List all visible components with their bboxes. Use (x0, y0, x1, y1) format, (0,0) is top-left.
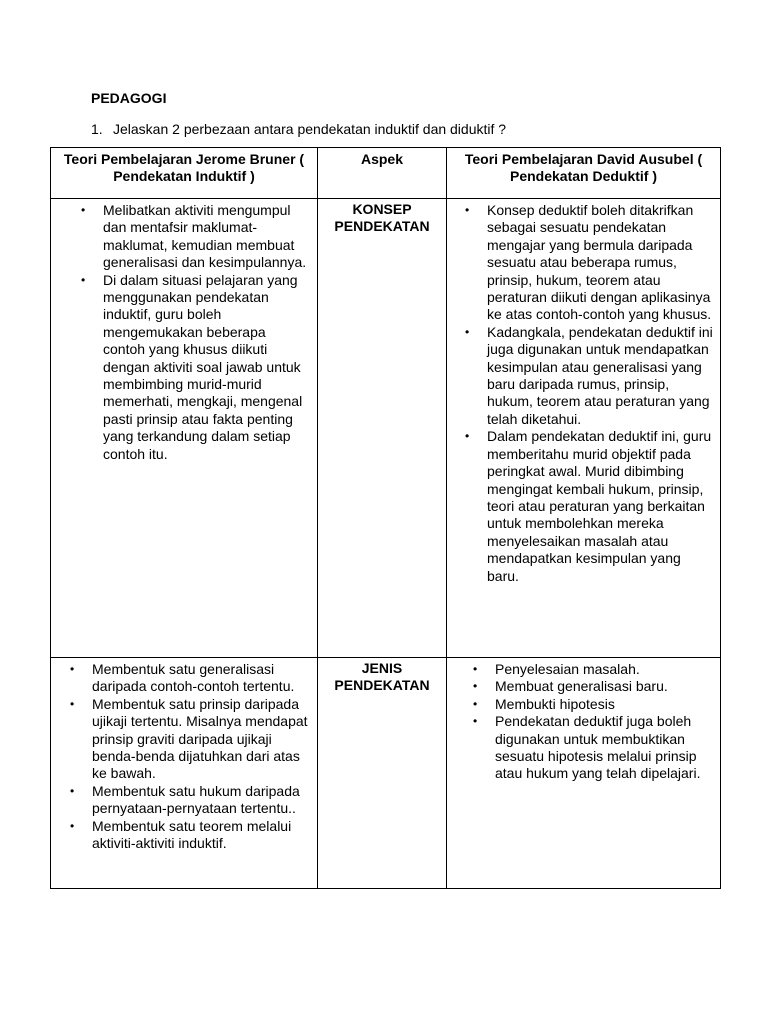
cell-aspect-konsep (318, 199, 447, 658)
bullet-icon: • (473, 696, 478, 711)
list-item (81, 202, 311, 272)
list-item (70, 782, 311, 818)
list-item (465, 202, 714, 324)
question-text: Jelaskan 2 perbezaan antara pendekatan induktif dan diduktif ? (113, 121, 507, 137)
list-item (70, 817, 311, 853)
list-item-text: Membukti hipotesis (495, 695, 615, 712)
list-item (465, 428, 714, 585)
list-item-text: Membentuk satu generalisasi daripada contoh-contoh tertentu. (92, 661, 295, 695)
list-item (473, 713, 714, 783)
list-item-text: Kadangkala, pendekatan deduktif ini juga digunakan untuk mendapatkan kesimpulan atau generalisasi yang baru daripada rumus, prinsip, hukum, teorem atau peraturan yang telah diketahui. (487, 323, 713, 427)
bullet-icon: • (70, 818, 75, 833)
table-row (51, 658, 721, 889)
bullet-list (447, 199, 720, 585)
bullet-icon: • (473, 714, 478, 729)
bullet-icon: • (70, 662, 75, 676)
bullet-icon: • (473, 662, 478, 676)
header-inductive (51, 148, 318, 199)
list-item (465, 323, 714, 428)
bullet-list (447, 658, 720, 783)
list-item (473, 661, 714, 678)
list-item-text: Melibatkan aktiviti mengumpul dan mentafsir maklumat-maklumat, kemudian membuat generalisasi dan kesimpulannya. (103, 202, 307, 271)
bullet-icon: • (473, 679, 478, 694)
bullet-icon: • (70, 696, 75, 711)
list-item-text: Di dalam situasi pelajaran yang menggunakan pendekatan induktif, guru boleh mengemukakan beberapa contoh yang khusus diikuti dengan aktiviti soal jawab untuk membimbing murid-murid memerhati, mengkaji, mengenal pasti prinsip atau fakta penting yang terkandung dalam setiap contoh itu. (103, 271, 303, 462)
cell-konsep-inductive (51, 199, 318, 658)
list-item-text: Membentuk satu teorem melalui aktiviti-aktiviti induktif. (92, 817, 292, 852)
question (91, 121, 506, 137)
bullet-icon: • (81, 272, 86, 287)
list-item-text: Pendekatan deduktif juga boleh digunakan untuk membuktikan sesuatu hipotesis melalui prinsip atau hukum yang telah dipelajari. (495, 713, 701, 782)
list-item (70, 661, 311, 696)
aspect-label: JENIS PENDEKATAN (334, 660, 430, 694)
bullet-icon: • (465, 429, 470, 444)
header-deductive-label: Teori Pembelajaran David Ausubel ( Pendekatan Deduktif ) (464, 151, 703, 185)
bullet-icon: • (70, 783, 75, 798)
cell-jenis-inductive (51, 658, 318, 889)
list-item (473, 695, 714, 713)
list-item-text: Penyelesaian masalah. (495, 661, 640, 677)
list-item-text: Konsep deduktif boleh ditakrifkan sebagai sesuatu pendekatan mengajar yang bermula daripada sesuatu atau beberapa rumus, prinsip, hukum, teorem atau peraturan diikuti dengan aplikasinya ke atas contoh-contoh yang khusus. (487, 202, 712, 323)
cell-aspect-jenis (318, 658, 447, 889)
question-number: 1. (91, 121, 103, 137)
header-aspect (318, 148, 447, 199)
list-item-text: Membentuk satu hukum daripada pernyataan-pernyataan tertentu.. (92, 782, 300, 817)
list-item-text: Membuat generalisasi baru. (495, 678, 668, 695)
bullet-icon: • (465, 203, 470, 217)
header-aspect-label: Aspek (360, 151, 404, 167)
cell-jenis-deductive (447, 658, 721, 889)
table-header-row (51, 148, 721, 199)
list-item-text: Dalam pendekatan deduktif ini, guru memberitahu murid objektif pada peringkat awal. Murid dibimbing mengingat kembali hukum, prinsip, teori atau peraturan yang berkaitan untuk membolehkan mereka menyelesaikan masalah atau mendapatkan kesimpulan yang baru. (487, 428, 712, 584)
bullet-icon: • (465, 324, 470, 339)
bullet-list (51, 658, 317, 852)
list-item (473, 678, 714, 695)
list-item (81, 271, 311, 463)
table-row (51, 199, 721, 658)
list-item (70, 695, 311, 783)
list-item-text: Membentuk satu prinsip daripada ujikaji tertentu. Misalnya mendapat prinsip graviti daripada ujikaji benda-benda dijatuhkan dari atas ke bawah. (92, 695, 308, 782)
cell-konsep-deductive (447, 199, 721, 658)
comparison-table (50, 147, 721, 889)
aspect-label: KONSEP PENDEKATAN (334, 201, 430, 235)
page-title: PEDAGOGI (91, 90, 167, 106)
bullet-list (51, 199, 317, 463)
header-inductive-label: Teori Pembelajaran Jerome Bruner ( Pendekatan Induktif ) (63, 151, 305, 185)
header-deductive (447, 148, 721, 199)
bullet-icon: • (81, 203, 86, 217)
